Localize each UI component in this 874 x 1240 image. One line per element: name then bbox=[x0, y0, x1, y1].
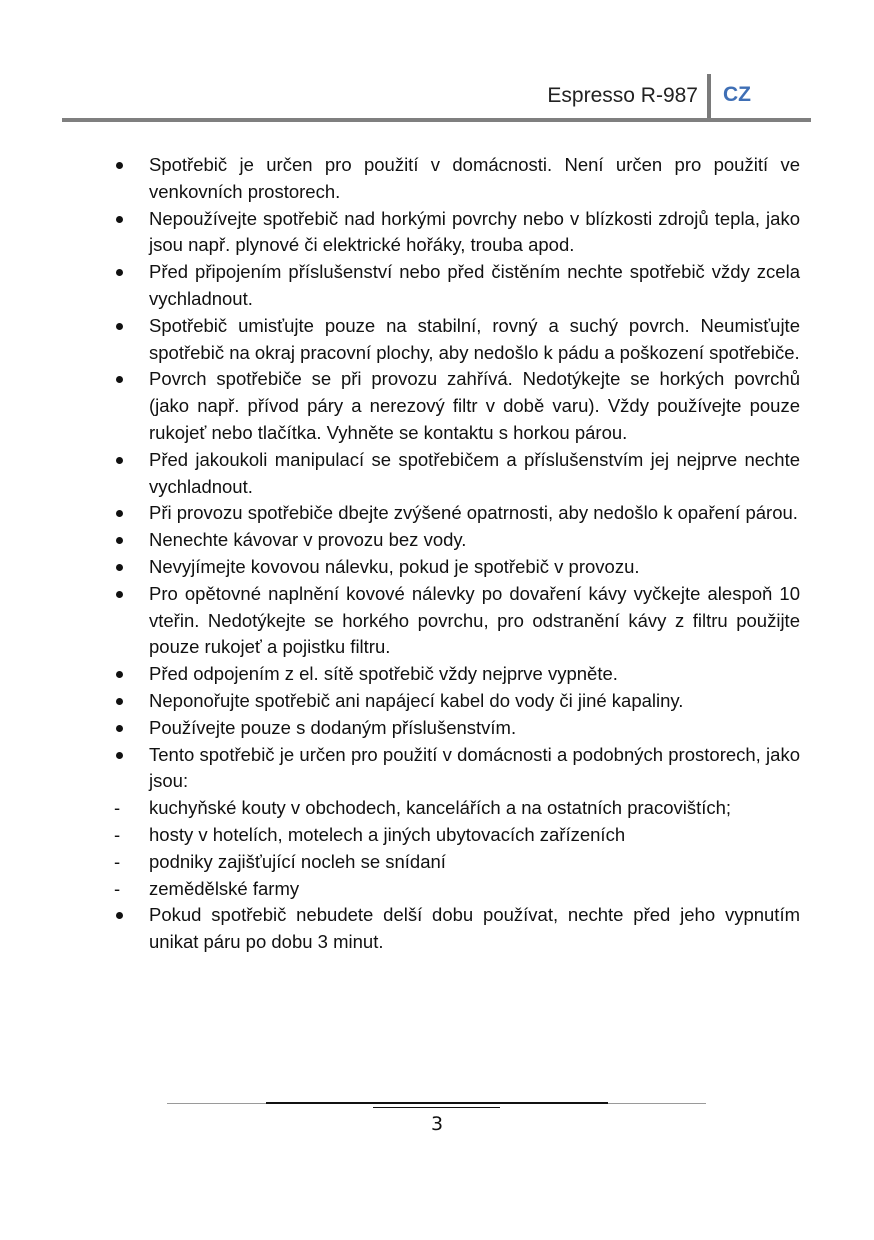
bullet-item bbox=[110, 313, 800, 367]
item-text: Pro opětovné naplnění kovové nálevky po dovaření kávy vyčkejte alespoň 10 vteřin. Nedotýkejte se horkého povrchu, pro odstranění kávy z filtru použijte pouze rukojeť a pojistku filtru. bbox=[149, 582, 800, 658]
dash-marker: - bbox=[114, 877, 121, 899]
safety-instructions-list bbox=[110, 152, 800, 956]
dash-marker: - bbox=[114, 823, 121, 845]
bullet-item bbox=[110, 581, 800, 661]
document-title: Espresso R-987 bbox=[547, 84, 698, 107]
item-text: Před připojením příslušenství nebo před čistěním nechte spotřebič vždy zcela vychladnout. bbox=[149, 261, 800, 309]
item-text: Používejte pouze s dodaným příslušenstvím. bbox=[149, 716, 517, 738]
bullet-icon bbox=[116, 752, 123, 759]
item-text: kuchyňské kouty v obchodech, kancelářích a na ostatních pracovištích; bbox=[149, 797, 732, 819]
item-text: Pokud spotřebič nebudete delší dobu používat, nechte před jeho vypnutím unikat páru po dobu 3 minut. bbox=[149, 904, 800, 953]
bullet-item bbox=[110, 688, 800, 715]
bullet-icon bbox=[116, 591, 123, 598]
bullet-item bbox=[110, 742, 800, 796]
bullet-item bbox=[110, 661, 800, 688]
bullet-item bbox=[110, 152, 800, 206]
item-text: hosty v hotelích, motelech a jiných ubytovacích zařízeních bbox=[149, 823, 626, 845]
page-number: 3 bbox=[430, 1113, 444, 1135]
bullet-icon bbox=[116, 323, 123, 330]
footer-rule-short bbox=[373, 1107, 500, 1108]
dash-marker: - bbox=[114, 850, 121, 872]
item-text: Před jakoukoli manipulací se spotřebičem a příslušenstvím jej nejprve nechte vychladnout. bbox=[149, 448, 800, 497]
item-text: Povrch spotřebiče se při provozu zahřívá. Nedotýkejte se horkých povrchů (jako např. přívod páry a nerezový filtr v době varu). Vždy používejte pouze rukojeť nebo tlačítka. Vyhněte se kontaktu s horkou párou. bbox=[149, 368, 800, 443]
bullet-icon bbox=[116, 162, 123, 169]
bullet-item bbox=[110, 366, 800, 446]
dash-item bbox=[110, 876, 800, 903]
language-code: CZ bbox=[723, 83, 751, 106]
bullet-icon bbox=[116, 564, 123, 571]
header-separator bbox=[707, 74, 711, 120]
dash-marker: - bbox=[114, 797, 121, 819]
dash-item bbox=[110, 849, 800, 876]
bullet-item bbox=[110, 447, 800, 501]
bullet-icon bbox=[116, 912, 123, 919]
bullet-item bbox=[110, 715, 800, 742]
item-text: Spotřebič je určen pro použití v domácnosti. Není určen pro použití ve venkovních prostorech. bbox=[149, 154, 800, 202]
item-text: Nenechte kávovar v provozu bez vody. bbox=[149, 529, 467, 551]
bullet-icon bbox=[116, 216, 123, 223]
item-text: Tento spotřebič je určen pro použití v domácnosti a podobných prostorech, jako jsou: bbox=[149, 743, 800, 792]
bullet-item bbox=[110, 206, 800, 260]
item-text: podniky zajišťující nocleh se snídaní bbox=[149, 850, 446, 872]
bullet-icon bbox=[116, 269, 123, 276]
bullet-icon bbox=[116, 457, 123, 464]
item-text: Nepoužívejte spotřebič nad horkými povrchy nebo v blízkosti zdrojů tepla, jako jsou např. plynové či elektrické hořáky, trouba apod. bbox=[149, 207, 800, 256]
item-text: Spotřebič umisťujte pouze na stabilní, rovný a suchý povrch. Neumisťujte spotřebič na okraj pracovní plochy, aby nedošlo k pádu a poškození spotřebiče. bbox=[149, 314, 800, 363]
dash-item bbox=[110, 822, 800, 849]
item-text: Neponořujte spotřebič ani napájecí kabel do vody či jiné kapaliny. bbox=[149, 689, 684, 711]
item-text: Před odpojením z el. sítě spotřebič vždy nejprve vypněte. bbox=[149, 663, 618, 685]
bullet-item bbox=[110, 554, 800, 581]
bullet-item bbox=[110, 500, 800, 527]
footer-rule-thick bbox=[266, 1102, 608, 1104]
bullet-icon bbox=[116, 698, 123, 705]
bullet-icon bbox=[116, 537, 123, 544]
bullet-item bbox=[110, 527, 800, 554]
bullet-icon bbox=[116, 510, 123, 517]
header-rule bbox=[62, 118, 811, 122]
bullet-icon bbox=[116, 725, 123, 732]
page-header bbox=[0, 74, 874, 124]
bullet-icon bbox=[116, 376, 123, 383]
item-text: Nevyjímejte kovovou nálevku, pokud je spotřebič v provozu. bbox=[149, 555, 640, 577]
dash-item bbox=[110, 795, 800, 822]
bullet-icon bbox=[116, 671, 123, 678]
item-text: Při provozu spotřebiče dbejte zvýšené opatrnosti, aby nedošlo k opaření párou. bbox=[149, 502, 798, 524]
item-text: zemědělské farmy bbox=[149, 877, 300, 899]
bullet-item bbox=[110, 259, 800, 313]
bullet-item bbox=[110, 902, 800, 956]
